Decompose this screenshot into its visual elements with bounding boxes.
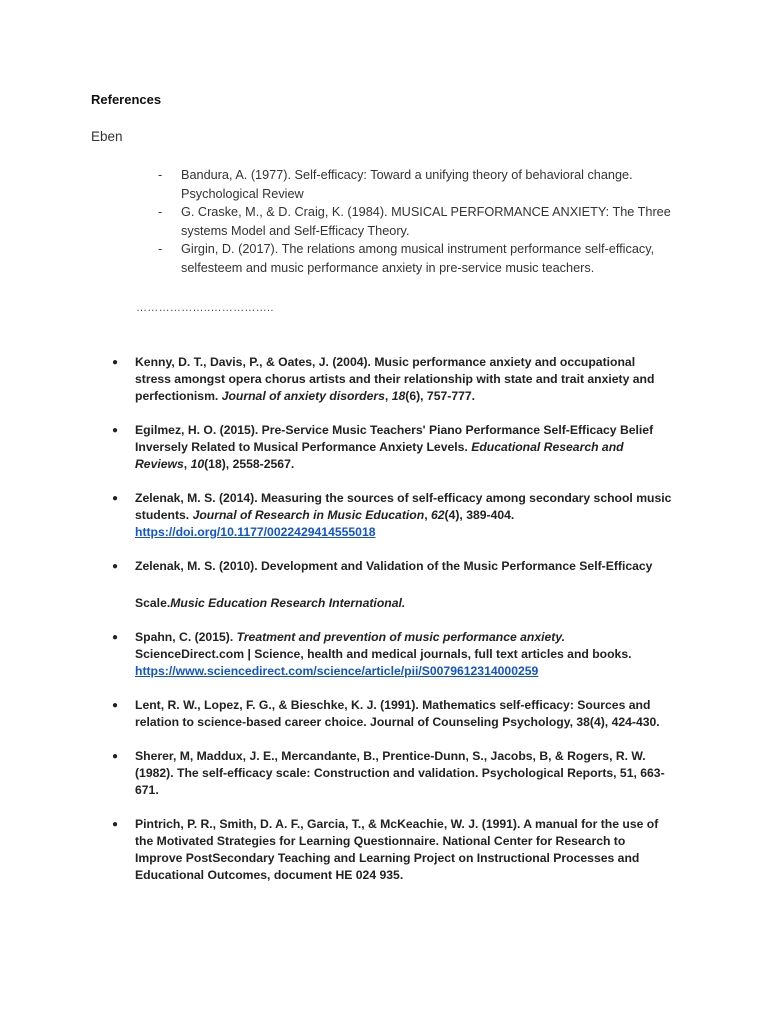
reference-continuation (135, 595, 672, 612)
author-name: Eben (91, 129, 123, 144)
dash-marker: - (158, 168, 163, 182)
dash-reference-item (158, 240, 688, 277)
bullet-marker: ● (112, 357, 119, 368)
reference-text: Spahn, C. (2015). (135, 630, 237, 644)
separator: , (424, 508, 431, 522)
dash-reference-list (158, 166, 688, 277)
reference-item (112, 558, 672, 612)
dash-marker: - (158, 242, 163, 256)
bullet-marker: ● (112, 819, 119, 830)
doi-link[interactable]: https://doi.org/10.1177/0022429414555018 (135, 525, 376, 539)
reference-source: ScienceDirect.com | Science, health and medical journals, full text articles and books. (135, 647, 632, 661)
issue-pages: (18), 2558-2567. (204, 457, 295, 471)
reference-text: Girgin, D. (2017). The relations among musical instrument performance self-efficacy, selfesteem and music performance anxiety in pre-service music teachers. (181, 242, 655, 275)
separator: , (384, 389, 392, 403)
reference-item (112, 490, 672, 541)
journal-name: Journal of anxiety disorders (221, 389, 385, 403)
reference-text: Egilmez, H. O. (2015). Pre-Service Music Teachers' Piano Performance Self-Efficacy Belief Inversely Related to Musical Performance Anxiety Levels. (135, 423, 654, 454)
journal-name: Journal of Research in Music Education (192, 508, 425, 522)
reference-text: Sherer, M, Maddux, J. E., Mercandante, B., Prentice-Dunn, S., Jacobs, B, & Rogers, R. W. (1982). The self-efficacy scale: Construction and validation. Psychological Reports, 51, 663-671. (135, 749, 665, 797)
dash-reference-item (158, 166, 688, 203)
references-heading: References (91, 92, 162, 107)
reference-item (112, 748, 672, 799)
reference-item (112, 697, 672, 731)
bullet-marker: ● (112, 751, 119, 762)
bullet-marker: ● (112, 632, 119, 643)
bullet-marker: ● (112, 425, 119, 436)
bullet-marker: ● (112, 561, 119, 572)
reference-text: Bandura, A. (1977). Self-efficacy: Toward a unifying theory of behavioral change. Psychological Review (181, 168, 633, 201)
dash-marker: - (158, 205, 163, 219)
bullet-marker: ● (112, 493, 119, 504)
reference-item (112, 422, 672, 473)
issue-pages: (6), 757-777. (405, 389, 476, 403)
book-title: Treatment and prevention of music performance anxiety. (236, 630, 566, 644)
volume: 10 (190, 457, 205, 471)
issue-pages: (4), 389-404. (444, 508, 515, 522)
reference-item (112, 354, 672, 405)
sciencedirect-link[interactable]: https://www.sciencedirect.com/science/article/pii/S0079612314000259 (135, 664, 539, 678)
separator: , (183, 457, 191, 471)
dash-reference-item (158, 203, 688, 240)
reference-text: Lent, R. W., Lopez, F. G., & Bieschke, K. J. (1991). Mathematics self-efficacy: Sources and relation to science-based career choice. Journal of Counseling Psychology, 38(4), 424-430. (135, 698, 660, 729)
reference-text: Scale. (135, 596, 171, 610)
journal-name: Educational Research and Reviews (135, 440, 624, 471)
dotted-separator: ………………..…………….. (136, 302, 274, 314)
volume: 62 (430, 508, 445, 522)
reference-text: Pintrich, P. R., Smith, D. A. F., Garcia, T., & McKeachie, W. J. (1991). A manual for the use of the Motivated Strategies for Learning Questionnaire. National Center for Research to Improve PostSecondary Teaching and Learning Project on Instructional Processes and Educational Outcomes, document HE 024 935. (135, 817, 659, 882)
volume: 18 (391, 389, 406, 403)
reference-text: Zelenak, M. S. (2010). Development and Validation of the Music Performance Self-Efficacy (135, 559, 653, 573)
reference-text: Zelenak, M. S. (2014). Measuring the sources of self-efficacy among secondary school music students. (135, 491, 672, 522)
reference-item (112, 629, 672, 680)
reference-text: Kenny, D. T., Davis, P., & Oates, J. (2004). Music performance anxiety and occupational stress amongst opera chorus artists and their relationship with state and trait anxiety and perfectionism. (135, 355, 655, 403)
journal-name: Music Education Research International. (170, 596, 406, 610)
reference-text: G. Craske, M., & D. Craig, K. (1984). MUSICAL PERFORMANCE ANXIETY: The Three systems Model and Self-Efficacy Theory. (181, 205, 671, 238)
bullet-marker: ● (112, 700, 119, 711)
reference-item (112, 816, 672, 884)
bullet-reference-list (112, 354, 672, 884)
